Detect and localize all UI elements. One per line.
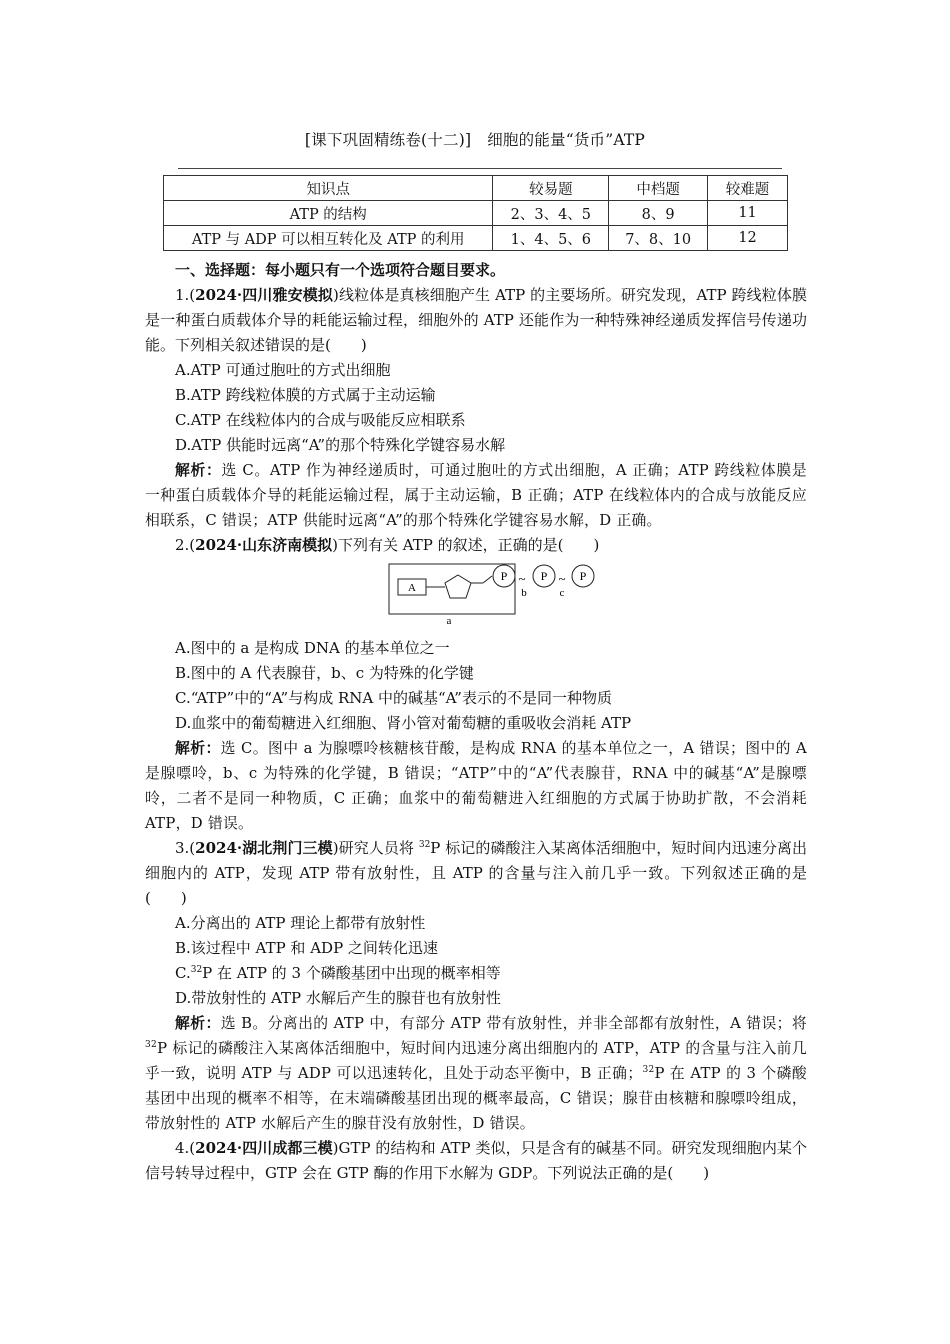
ribose-pentagon <box>445 575 471 598</box>
question-text: P 标记的磷酸注入某离体活细胞中，短时间内迅速分离出细胞内的 ATP，发现 ATP 带有放射性，且 ATP 的含量与注入前几乎一致。下列叙述正确的是( ) <box>145 839 807 907</box>
question-number: 2.( <box>175 536 196 554</box>
phosphoester-bond <box>483 576 492 583</box>
table-cell: 1、4、5、6 <box>493 226 609 251</box>
bond-label-c: c <box>559 587 565 599</box>
question-number: 3.( <box>175 839 196 857</box>
analysis-label: 解析： <box>175 462 222 479</box>
bond-label-b: b <box>521 587 527 599</box>
section-heading: 一、选择题：每小题只有一个选项符合题目要求。 <box>175 261 506 279</box>
table-header: 较难题 <box>708 176 788 201</box>
option-a: A.分离出的 ATP 理论上都带有放射性 <box>175 914 426 932</box>
table-cell: 12 <box>708 226 788 251</box>
question-2-stem <box>145 533 807 558</box>
question-2-analysis <box>145 736 807 836</box>
table-cell: 7、8、10 <box>609 226 708 251</box>
question-text: )下列有关 ATP 的叙述，正确的是( ) <box>332 536 600 554</box>
question-text: )GTP 的结构和 ATP 类似，只是含有的碱基不同。研究发现细胞内某个信号转导过程中，GTP 会在 GTP 酶的作用下水解为 GDP。下列说法正确的是( ) <box>145 1139 807 1182</box>
analysis-label: 解析： <box>175 740 221 757</box>
box-label-a: a <box>446 615 452 624</box>
title-left: [课下巩固精练卷(十二)] <box>304 131 472 149</box>
table-cell: ATP 与 ADP 可以相互转化及 ATP 的利用 <box>164 226 493 251</box>
isotope-superscript: 32 <box>642 1065 655 1076</box>
analysis-text: 选 C。图中 a 为腺嘌呤核糖核苷酸，是构成 RNA 的基本单位之一，A 错误；图中的 A 是腺嘌呤，b、c 为特殊的化学键，B 错误；“ATP”中的“A”代表腺苷，RNA 中的碱基“A”是腺嘌呤，二者不是同一种物质，C 正确；血浆中的葡萄糖进入红细胞的方式属于协助扩散，不会消耗 ATP，D 错误。 <box>145 740 807 832</box>
table-cell: 2、3、4、5 <box>493 201 609 226</box>
isotope-superscript: 32 <box>190 965 203 975</box>
table-cell: 8、9 <box>609 201 708 226</box>
table-header: 较易题 <box>493 176 609 201</box>
analysis-text: P 在 ATP 的 3 个磷酸基团中出现的概率不相等，在末端磷酸基团出现的概率最高，C 错误；腺苷由核糖和腺嘌呤组成，带放射性的 ATP 水解后产生的腺苷没有放射性，D 错误。 <box>145 1065 807 1132</box>
table-header: 中档题 <box>609 176 708 201</box>
title-right: 细胞的能量“货币”ATP <box>487 131 646 149</box>
option-prefix: C. <box>175 964 191 982</box>
phosphate-label: P <box>579 569 587 583</box>
high-energy-bond-c: ~ <box>558 571 566 586</box>
analysis-text: 选 C。ATP 作为神经递质时，可通过胞吐的方式出细胞，A 正确；ATP 跨线粒体膜是一种蛋白质载体介导的耗能运输过程，属于主动运输，B 正确；ATP 在线粒体内的合成与放能反应相联系，C 错误；ATP 供能时远离“A”的那个特殊化学键容易水解，D 正确。 <box>145 462 807 529</box>
table-row <box>164 226 788 251</box>
high-energy-bond-b: ~ <box>518 571 526 586</box>
option-a: A.ATP 可通过胞吐的方式出细胞 <box>175 361 391 379</box>
analysis-text: 选 B。分离出的 ATP 中，有部分 ATP 带有放射性，并非全部都有放射性，A 错误；将 <box>220 1015 808 1032</box>
table-header: 知识点 <box>164 176 493 201</box>
question-1-stem <box>145 283 807 358</box>
isotope-superscript: 32 <box>145 1040 158 1051</box>
option-d: D.带放射性的 ATP 水解后产生的腺苷也有放射性 <box>175 989 501 1007</box>
question-source: 2024·四川雅安模拟 <box>195 286 334 304</box>
title-rule <box>178 168 782 169</box>
question-text: )研究人员将 <box>332 839 419 857</box>
isotope-superscript: 32 <box>418 840 431 850</box>
question-3-stem <box>145 836 807 911</box>
table-header-row <box>164 176 788 201</box>
option-d: D.ATP 供能时远离“A”的那个特殊化学键容易水解 <box>175 436 506 454</box>
option-c <box>145 961 807 986</box>
question-number: 1.( <box>175 286 196 304</box>
question-source: 2024·四川成都三模 <box>195 1139 333 1157</box>
option-c: C.ATP 在线粒体内的合成与吸能反应相联系 <box>175 411 466 429</box>
page-title <box>0 128 950 150</box>
option-b: B.图中的 A 代表腺苷，b、c 为特殊的化学键 <box>175 664 474 682</box>
table-row <box>164 201 788 226</box>
analysis-text: P 标记的磷酸注入某离体活细胞中，短时间内迅速分离出细胞内的 ATP，ATP 的含量与注入前几乎一致，说明 ATP 与 ADP 可以迅速转化，且处于动态平衡中，B 正确； <box>145 1040 807 1082</box>
atp-structure-diagram <box>387 562 599 624</box>
question-3-analysis <box>145 1011 807 1136</box>
analysis-label: 解析： <box>175 1015 221 1032</box>
phosphate-label: P <box>540 569 548 583</box>
table-cell: 11 <box>708 201 788 226</box>
option-c: C.“ATP”中的“A”与构成 RNA 中的碱基“A”表示的不是同一种物质 <box>175 689 612 707</box>
option-text: P 在 ATP 的 3 个磷酸基团中出现的概率相等 <box>202 964 501 982</box>
question-4-stem <box>145 1136 807 1186</box>
knowledge-table <box>163 175 788 251</box>
table-cell: ATP 的结构 <box>164 201 493 226</box>
option-d: D.血浆中的葡萄糖进入红细胞、肾小管对葡萄糖的重吸收会消耗 ATP <box>175 714 632 732</box>
question-1-analysis <box>145 458 807 533</box>
phosphate-label: P <box>500 569 508 583</box>
question-text: )线粒体是真核细胞产生 ATP 的主要场所。研究发现，ATP 跨线粒体膜是一种蛋白质载体介导的耗能运输过程，细胞外的 ATP 还能作为一种特殊神经递质发挥信号传递功能。下列相关叙述错误的是( ) <box>145 286 807 354</box>
option-b: B.ATP 跨线粒体膜的方式属于主动运输 <box>175 386 436 404</box>
questions-body <box>145 258 807 1186</box>
option-b: B.该过程中 ATP 和 ADP 之间转化迅速 <box>175 939 438 957</box>
question-number: 4.( <box>175 1139 196 1157</box>
option-a: A.图中的 a 是构成 DNA 的基本单位之一 <box>175 639 450 657</box>
question-source: 2024·山东济南模拟 <box>195 536 333 554</box>
question-source: 2024·湖北荆门三模 <box>195 839 333 857</box>
adenine-label: A <box>408 582 416 594</box>
